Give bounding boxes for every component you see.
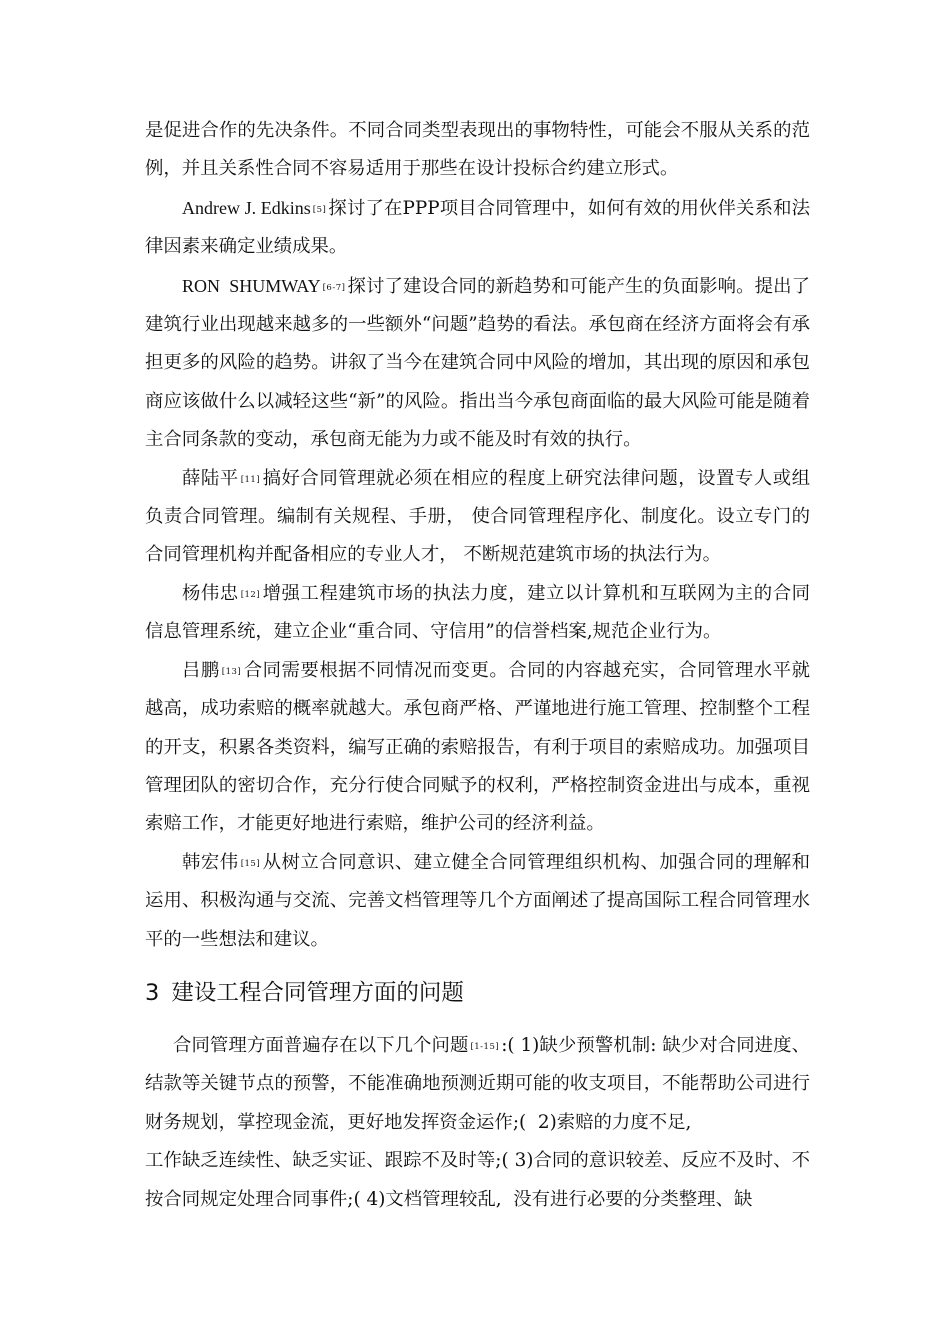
author-name: 杨伟忠 xyxy=(182,582,239,604)
paragraph-edkins xyxy=(145,189,810,267)
paragraph-lv xyxy=(145,652,810,844)
citation-marker: [15] xyxy=(240,858,261,869)
section-number: 3 xyxy=(145,979,160,1006)
paragraph-lead: 合同管理方面普遍存在以下几个问题 xyxy=(173,1034,469,1056)
author-name: RON SHUMWAY xyxy=(182,275,321,296)
paragraph-text: :( 1)缺少预警机制: 缺少对合同进度、结款等关键节点的预警，不能准确地预测近期可能的收支项目，不能帮助公司进行财务规划，掌控现金流，更好地发挥资金运作;( 2)索赔的力度不足, xyxy=(145,1034,810,1133)
author-name: 韩宏伟 xyxy=(182,851,239,873)
paragraph-yang xyxy=(145,575,810,652)
author-name: 薛陆平 xyxy=(182,467,239,489)
citation-marker: [13] xyxy=(221,666,242,677)
paragraph-text: 搞好合同管理就必须在相应的程度上研究法律问题，设置专人或组负责合同管理。编制有关规程、手册， 使合同管理程序化、制度化。设立专门的合同管理机构并配备相应的专业人才， 不断规范建筑市场的执法行为。 xyxy=(145,467,810,566)
paragraph-continuation xyxy=(145,112,810,189)
section-title: 建设工程合同管理方面的问题 xyxy=(171,979,464,1006)
paragraph-problems xyxy=(145,1027,810,1219)
paragraph-text: 探讨了在PPP项目合同管理中，如何有效的用伙伴关系和法律因素来确定业绩成果。 xyxy=(145,197,810,258)
citation-marker: [1-15] xyxy=(470,1041,500,1052)
citation-marker: [11] xyxy=(240,474,261,485)
citation-marker: [12] xyxy=(240,589,261,600)
paragraph-text: 探讨了建设合同的新趋势和可能产生的负面影响。提出了建筑行业出现越来越多的一些额外“问题”趋势的看法。承包商在经济方面将会有承担更多的风险的趋势。讲叙了当今在建筑合同中风险的增加，其出现的原因和承包商应该做什么以减轻这些“新”的风险。指出当今承包商面临的最大风险可能是随着主合同条款的变动，承包商无能为力或不能及时有效的执行。 xyxy=(145,275,810,451)
paragraph-text: 增强工程建筑市场的执法力度，建立以计算机和互联网为主的合同信息管理系统，建立企业“重合同、守信用”的信誉档案,规范企业行为。 xyxy=(145,582,810,643)
paragraph-text: 合同需要根据不同情况而变更。合同的内容越充实，合同管理水平就越高，成功索赔的概率就越大。承包商严格、严谨地进行施工管理、控制整个工程的开支，积累各类资料，编写正确的索赔报告，有利于项目的索赔成功。加强项目管理团队的密切合作，充分行使合同赋予的权利，严格控制资金进出与成本，重视索赔工作，才能更好地进行索赔，维护公司的经济利益。 xyxy=(145,659,810,835)
citation-marker: [5] xyxy=(312,204,327,215)
section-heading xyxy=(145,973,810,1013)
paragraph-shumway xyxy=(145,267,810,460)
paragraph-han xyxy=(145,844,810,959)
paragraph-text-continued: 工作缺乏连续性、缺乏实证、跟踪不及时等;( 3)合同的意识较差、反应不及时、不按合同规定处理合同事件;( 4)文档管理较乱, 没有进行必要的分类整理、缺 xyxy=(145,1150,810,1210)
citation-marker: [6-7] xyxy=(322,282,346,293)
paragraph-text: 是促进合作的先决条件。不同合同类型表现出的事物特性，可能会不服从关系的范例，并且关系性合同不容易适用于那些在设计投标合约建立形式。 xyxy=(145,120,810,180)
document-body xyxy=(145,112,810,1219)
author-name: 吕鹏 xyxy=(182,659,220,681)
paragraph-xue xyxy=(145,460,810,575)
paragraph-text: 从树立合同意识、建立健全合同管理组织机构、加强合同的理解和运用、积极沟通与交流、完善文档管理等几个方面阐述了提高国际工程合同管理水平的一些想法和建议。 xyxy=(145,851,810,950)
author-name: Andrew J. Edkins xyxy=(182,197,311,218)
